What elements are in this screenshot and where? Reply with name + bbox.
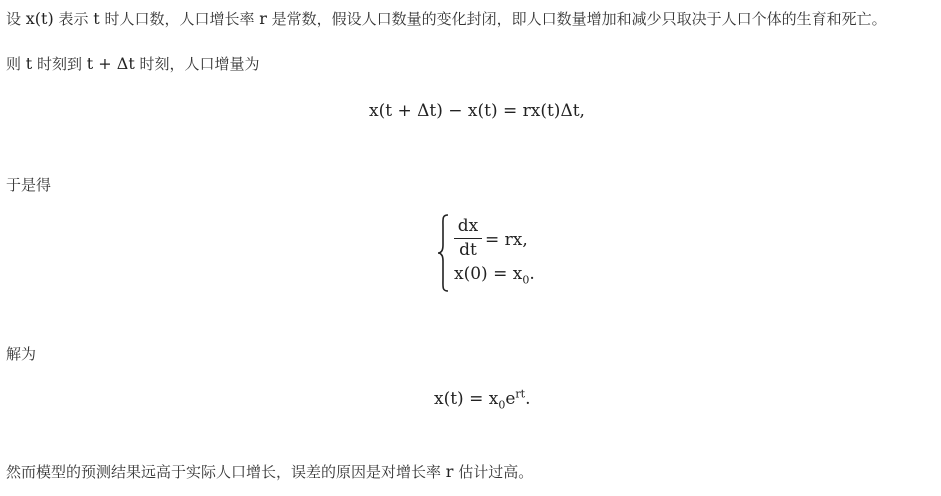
- text-segment: 时刻到: [32, 55, 87, 73]
- text-segment: 然而模型的预测结果远高于实际人口增长，误差的原因是对增长率: [6, 463, 446, 481]
- text-segment: 时刻，人口增量为: [134, 55, 260, 73]
- math-t: t: [25, 54, 33, 73]
- paragraph-therefore: 于是得: [6, 176, 52, 194]
- solution-lhs: x(t) = x: [434, 389, 499, 409]
- subscript-zero: 0: [498, 398, 506, 412]
- period: .: [525, 389, 531, 409]
- math-x-of-t: x(t): [25, 9, 54, 28]
- text-segment: 是常数，假设人口数量的变化封闭，即人口数量增加和减少只取决于人口个体的生育和死亡。: [266, 10, 887, 28]
- equation-system: [436, 213, 566, 295]
- text-segment: 设: [6, 10, 26, 28]
- initial-condition-lhs: x(0) = x: [454, 264, 523, 284]
- equation-increment: x(t + Δt) − x(t) = rx(t)Δt,: [369, 101, 585, 121]
- fraction-bar: [454, 238, 482, 239]
- fraction-dx-dt: [454, 216, 482, 261]
- text-segment: 时人口数，人口增长率: [99, 10, 260, 28]
- paragraph-conclusion: [6, 462, 533, 482]
- text-segment: 表示: [53, 10, 94, 28]
- subscript-zero: 0: [522, 273, 530, 287]
- fraction-denominator: dt: [459, 240, 477, 260]
- exponent-rt: rt: [515, 387, 526, 401]
- left-brace: [436, 213, 450, 293]
- math-r: r: [259, 9, 267, 28]
- math-t-plus-delta-t: t + Δt: [86, 54, 135, 73]
- math-t: t: [93, 9, 100, 28]
- paragraph-increment: [6, 54, 260, 74]
- paragraph-definition: [6, 9, 887, 29]
- equation-row2: [454, 264, 535, 287]
- text-segment: 则: [6, 55, 26, 73]
- period: .: [529, 264, 535, 284]
- text-segment: 估计过高。: [453, 463, 534, 481]
- equation-solution: [434, 387, 531, 412]
- paragraph-solution: 解为: [6, 345, 37, 363]
- math-r: r: [445, 462, 454, 481]
- equation-row1-rhs: = rx,: [485, 230, 528, 250]
- fraction-numerator: dx: [457, 216, 479, 236]
- exponential-base: e: [505, 389, 516, 409]
